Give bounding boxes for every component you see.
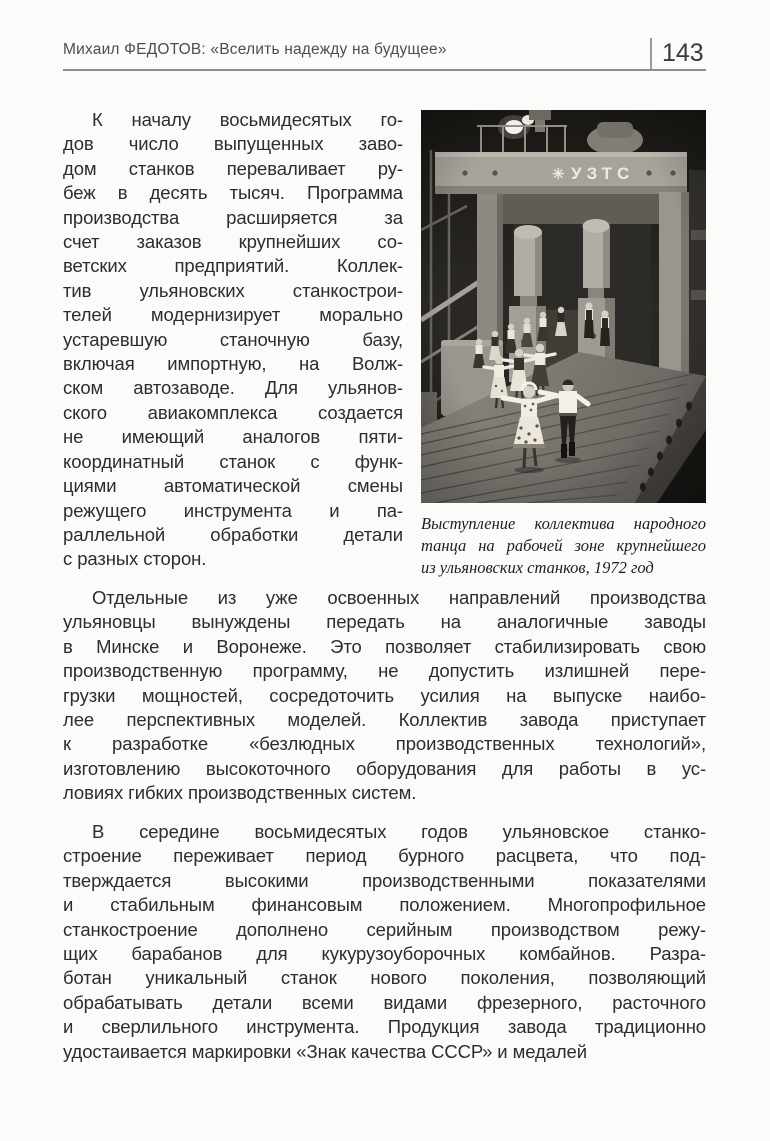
- text-line: тив ульяновских станкострои-: [63, 279, 403, 301]
- text-line: телей модернизирует морально: [63, 304, 403, 326]
- text-line: раллельной обработки детали: [63, 523, 403, 545]
- text-line: дов число выпущенных заво-: [63, 133, 403, 155]
- text-line: изготовлению высокоточного оборудования для работы в ус-: [63, 757, 706, 779]
- text-line: К началу восьмидесятых го-: [92, 109, 403, 130]
- text-line: координатный станок с функ-: [63, 450, 403, 472]
- photo-vignette: [421, 110, 706, 503]
- text-line: ловиях гибких производственных систем.: [63, 782, 417, 804]
- text-line: не имеющий аналогов пяти-: [63, 426, 403, 448]
- page-number: 143: [662, 39, 704, 67]
- caption-line: танца на рабочей зоне крупнейшего: [421, 536, 706, 555]
- text-line: станкостроение дополнено серийным производством режу-: [63, 918, 706, 940]
- text-line: ботан уникальный станок нового поколения, позволяющий: [63, 967, 706, 989]
- page-number-cell: [650, 38, 706, 69]
- text-line: производства расширяется за: [63, 206, 403, 228]
- page-header: [63, 0, 706, 71]
- text-line: устаревшую станочную базу,: [63, 328, 403, 350]
- text-line: в Минске и Воронеже. Это позволяет стабилизировать свою: [63, 635, 706, 657]
- text-line: и стабильным финансовым положением. Многопрофильное: [63, 894, 706, 916]
- text-line: обрабатывать детали всеми видами фрезерного, расточного: [63, 991, 706, 1013]
- text-line: строение переживает период бурного расцвета, что под-: [63, 845, 706, 867]
- text-line: ском автозаводе. Для ульянов-: [63, 377, 403, 399]
- text-line: грузки мощностей, сосредоточить усилия на выпуске наибо-: [63, 684, 706, 706]
- text-line: с разных сторон.: [63, 548, 207, 570]
- text-line: режущего инструмента и па-: [63, 499, 403, 521]
- factory-photo: [421, 110, 706, 503]
- text-line: ского авиакомплекса создается: [63, 401, 403, 423]
- text-line: дом станков переваливает ру-: [63, 157, 403, 179]
- text-line: и сверлильного инструмента. Продукция завода традиционно: [63, 1016, 706, 1038]
- text-line: удостаивается маркировки «Знак качества СССР» и медалей: [63, 1040, 587, 1062]
- text-line: производственную программу, не допустить излишней пере-: [63, 660, 706, 682]
- text-line: лее перспективных моделей. Коллектив завода приступает: [63, 709, 706, 731]
- photo-caption: [421, 513, 706, 579]
- text-line: к разработке «безлюдных производственных технологий»,: [63, 733, 706, 755]
- paragraph-3: [63, 820, 706, 1064]
- caption-line: из ульяновских станков, 1972 год: [421, 558, 654, 577]
- text-line: включая импортную, на Волж-: [63, 353, 403, 375]
- text-line: циями автоматической смены: [63, 475, 403, 497]
- text-line: щих барабанов для кукурузоуборочных комбайнов. Разра-: [63, 943, 706, 965]
- caption-line: Выступление коллектива народного: [421, 514, 706, 533]
- text-line: ветских предприятий. Коллек-: [63, 255, 403, 277]
- text-line: беж в десять тысяч. Программа: [63, 182, 403, 204]
- content-row: [63, 108, 706, 579]
- text-line: В середине восьмидесятых годов ульяновское станко-: [92, 821, 706, 842]
- text-line: Отдельные из уже освоенных направлений производства: [92, 587, 706, 608]
- text-line: счет заказов крупнейших со-: [63, 231, 403, 253]
- paragraph-2: [63, 586, 706, 806]
- text-line: тверждается высокими производственными показателями: [63, 869, 706, 891]
- figure-block: [421, 110, 706, 579]
- paragraph-1: [63, 108, 403, 579]
- running-title: Михаил ФЕДОТОВ: «Вселить надежду на будущее»: [63, 41, 447, 58]
- text-line: ульяновцы вынуждены передать на аналогичные заводы: [63, 611, 706, 633]
